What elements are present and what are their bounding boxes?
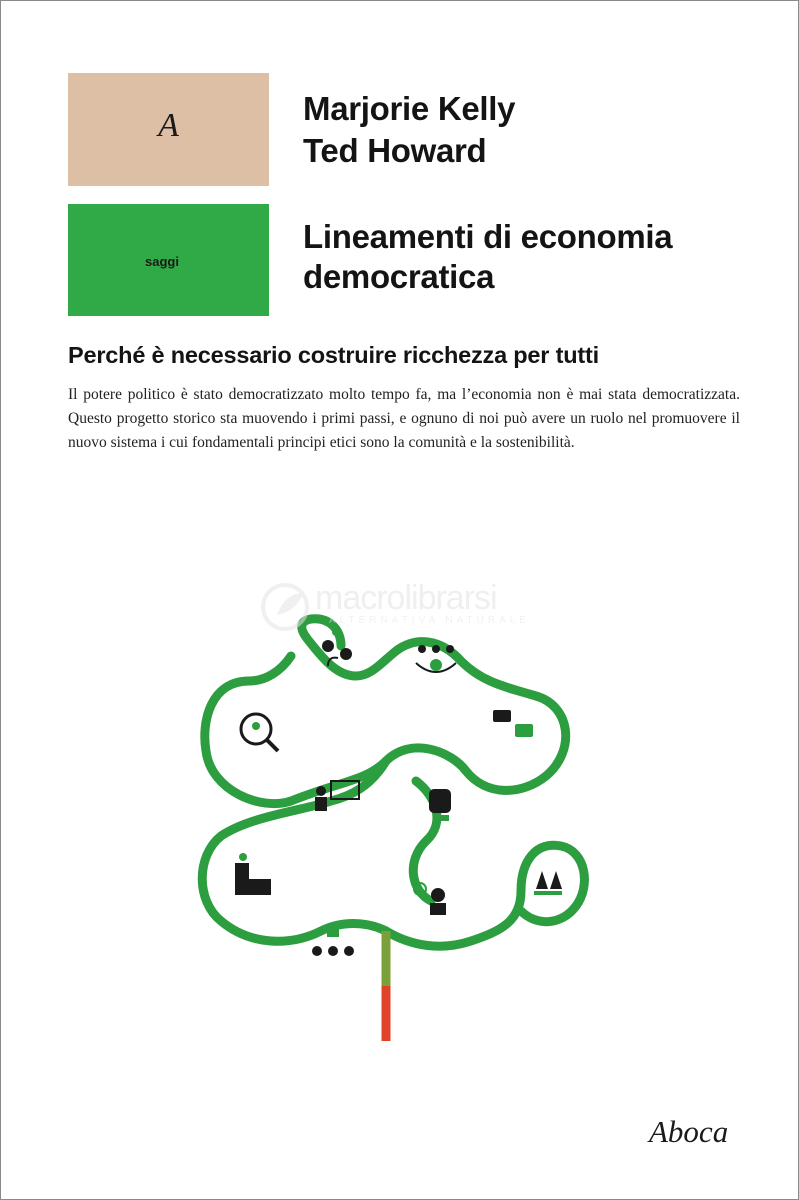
factory-icon <box>235 853 271 895</box>
author-name: Ted Howard <box>303 132 487 169</box>
book-title-line: democratica <box>303 258 495 295</box>
book-subtitle: Perché è necessario costruire ricchezza per tutti <box>68 342 599 368</box>
raised-fist-icon <box>429 789 451 821</box>
tree-branches <box>202 619 584 981</box>
series-logo: A <box>158 107 179 144</box>
search-people-icon <box>241 714 278 751</box>
tree-illustration <box>191 601 611 1051</box>
watermark <box>259 579 559 639</box>
watermark-tagline: ALTERNATIVA NATURALE <box>329 615 530 626</box>
series-label: saggi <box>145 254 179 269</box>
teamwork-gear-icon <box>416 645 456 672</box>
book-title <box>303 217 672 297</box>
watermark-leaf-icon <box>259 579 315 635</box>
book-title-line: Lineamenti di economia <box>303 218 673 255</box>
series-label-block <box>68 204 269 316</box>
series-logo-block <box>68 73 269 186</box>
publisher-logo: Aboca <box>649 1114 729 1149</box>
cover-blurb: Il potere politico è stato democratizzato molto tempo fa, ma l’economia non è mai stata democratizzata. Questo progetto storico sta muovendo i primi passi, e ognuno di noi può avere un ruolo nel promuovere il nuovo sistema i cui fondamentali principi etici sono la comunità e la sostenibilità. <box>68 386 740 451</box>
author-name: Marjorie Kelly <box>303 90 516 127</box>
applause-icon <box>534 871 562 895</box>
watermark-name: macrolibrarsi <box>315 579 497 617</box>
chat-icon <box>493 710 533 737</box>
